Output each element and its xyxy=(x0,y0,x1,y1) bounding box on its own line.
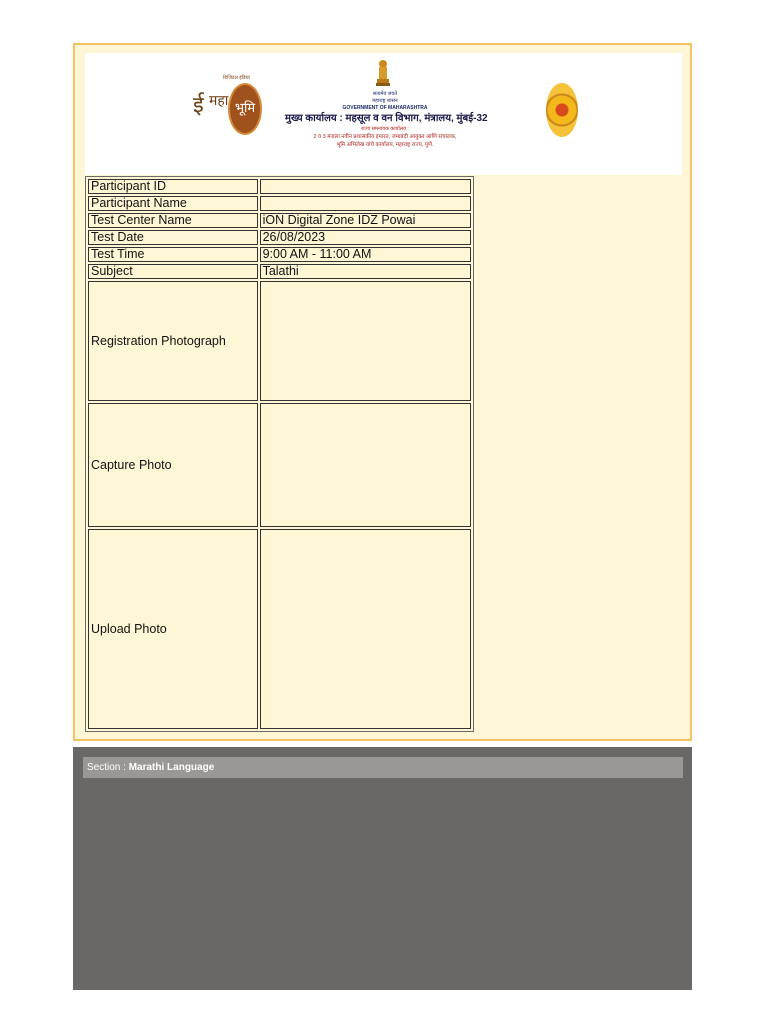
maharashtra-seal-icon xyxy=(546,83,578,137)
subject-label: Subject xyxy=(88,264,258,279)
capture-photo-slot xyxy=(260,403,471,527)
gov-marathi: महाराष्ट्र शासन xyxy=(372,98,398,104)
emblem-caption: सत्यमेव जयते xyxy=(372,91,398,97)
e-mahabhumi-logo-icon xyxy=(193,75,263,137)
table-row xyxy=(88,264,471,279)
header-text-block xyxy=(285,91,488,149)
table-row xyxy=(88,179,471,194)
section-name: Marathi Language xyxy=(128,762,215,773)
participant-name-value xyxy=(260,196,471,211)
registration-photo-label: Registration Photograph xyxy=(88,281,258,401)
table-row xyxy=(88,403,471,527)
participant-details-table xyxy=(85,176,474,732)
table-row xyxy=(88,196,471,211)
header-banner xyxy=(85,53,682,175)
test-center-label: Test Center Name xyxy=(88,213,258,228)
capture-photo-label: Capture Photo xyxy=(88,403,258,527)
section-header-bar xyxy=(83,757,683,778)
upload-photo-label: Upload Photo xyxy=(88,529,258,729)
subject-value: Talathi xyxy=(260,264,471,279)
participant-id-value xyxy=(260,179,471,194)
participant-id-label: Participant ID xyxy=(88,179,258,194)
table-row xyxy=(88,529,471,729)
office-main: मुख्य कार्यालय : महसूल व वन विभाग, मंत्रालय, मुंबई-32 xyxy=(285,113,488,124)
test-time-label: Test Time xyxy=(88,247,258,262)
table-row xyxy=(88,247,471,262)
address-line-1: 2 व 3 मजला नवीन प्रशासकीय इमारत, जमाबंदी आयुक्त आणि संचालक, xyxy=(313,134,457,140)
table-row xyxy=(88,213,471,228)
response-sheet-card xyxy=(73,43,692,741)
test-date-value: 26/08/2023 xyxy=(260,230,471,245)
logo-tagline: डिजिटल इंडिया xyxy=(223,75,250,81)
upload-photo-slot xyxy=(260,529,471,729)
address-line-2: भूमि अभिलेख यांचे कार्यालय, महाराष्ट्र राज्य, पुणे. xyxy=(336,142,434,148)
table-row xyxy=(88,281,471,401)
participant-name-label: Participant Name xyxy=(88,196,258,211)
logo-text-e: ई xyxy=(193,93,204,118)
section-panel xyxy=(73,747,692,990)
table-row xyxy=(88,230,471,245)
test-date-label: Test Date xyxy=(88,230,258,245)
registration-photo-slot xyxy=(260,281,471,401)
gov-english: GOVERNMENT OF MAHARASHTRA xyxy=(342,105,428,111)
test-center-value: iON Digital Zone IDZ Powai xyxy=(260,213,471,228)
logo-text-maha: महा xyxy=(209,93,229,109)
test-time-value: 9:00 AM - 11:00 AM xyxy=(260,247,471,262)
ashoka-emblem-icon xyxy=(375,59,391,89)
section-prefix: Section : xyxy=(87,762,126,773)
logo-text-bhumi: भूमि xyxy=(228,83,262,135)
state-office-label: राज्य समन्वयक कार्यालय : xyxy=(361,126,409,132)
